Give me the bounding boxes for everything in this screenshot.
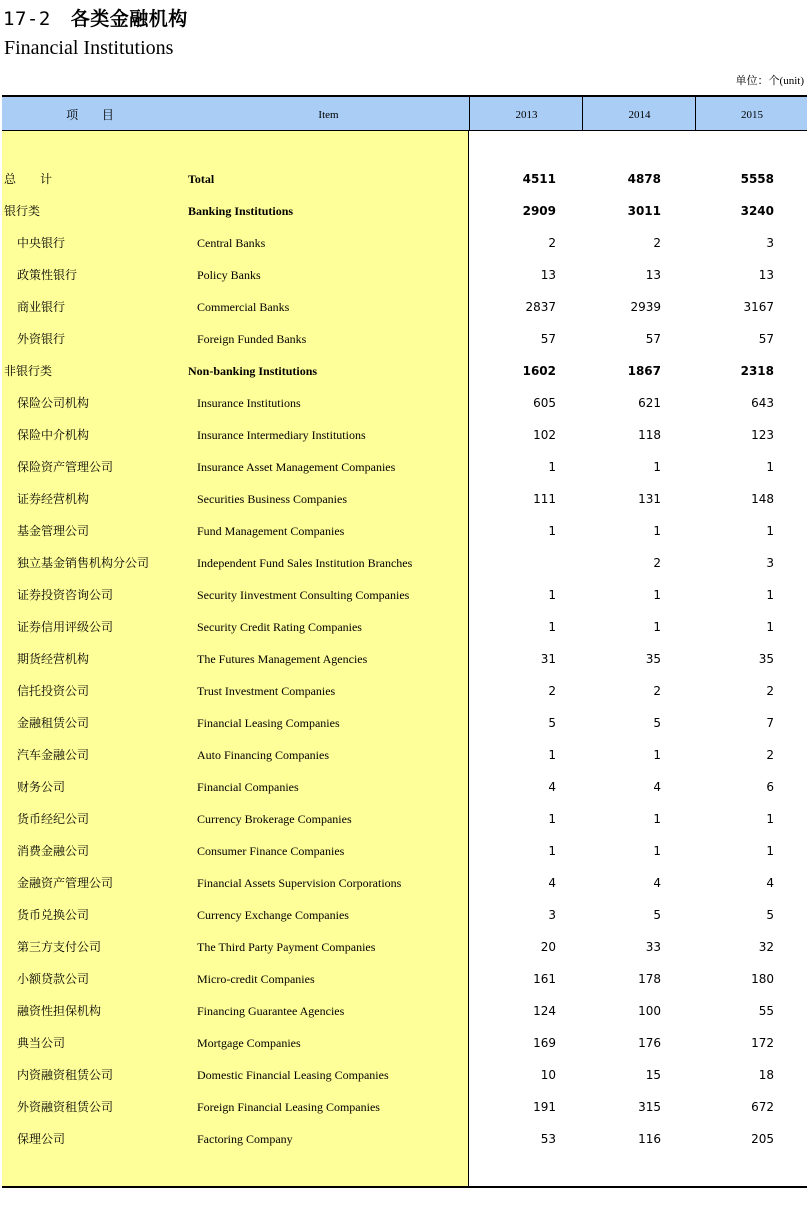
value-2015: 2318 <box>740 364 774 378</box>
value-2015: 13 <box>758 268 774 282</box>
value-2013: 1 <box>548 460 556 474</box>
value-2015: 18 <box>758 1068 774 1082</box>
row-label-en: Insurance Intermediary Institutions <box>197 428 366 442</box>
table-row <box>2 1027 807 1059</box>
table-row <box>2 1123 807 1155</box>
value-2013: 3 <box>548 908 556 922</box>
value-2015: 55 <box>758 1004 774 1018</box>
value-2014: 4 <box>653 876 661 890</box>
row-label-cn: 信托投资公司 <box>17 684 90 698</box>
value-2015: 3240 <box>740 204 774 218</box>
value-2013: 57 <box>540 332 556 346</box>
unit-cn: 单位：个 <box>735 74 780 87</box>
unit-label <box>736 72 804 88</box>
table-bottom-rule <box>2 1186 807 1188</box>
value-2015: 1 <box>766 812 774 826</box>
row-label-en: Factoring Company <box>197 1132 293 1146</box>
value-2014: 5 <box>653 908 661 922</box>
value-2014: 57 <box>645 332 661 346</box>
row-label-en: Foreign Funded Banks <box>197 332 307 346</box>
table-row <box>2 291 807 323</box>
row-label-en: Currency Brokerage Companies <box>197 812 352 826</box>
value-2013: 1 <box>548 524 556 538</box>
value-2014: 176 <box>638 1036 661 1050</box>
header-year-2013: 2013 <box>469 97 583 130</box>
row-label-en: Insurance Asset Management Companies <box>197 460 396 474</box>
value-2013: 605 <box>533 396 556 410</box>
title-cn-text: 各类金融机构 <box>70 8 188 30</box>
row-label-cn: 证券信用评级公司 <box>17 620 114 634</box>
value-2014: 3011 <box>627 204 661 218</box>
value-2015: 180 <box>751 972 774 986</box>
row-label-cn: 金融租赁公司 <box>17 716 90 730</box>
table-row <box>2 355 807 387</box>
row-label-en: Foreign Financial Leasing Companies <box>197 1100 380 1114</box>
value-2013: 20 <box>540 940 556 954</box>
value-2015: 7 <box>766 716 774 730</box>
row-label-cn: 证券投资咨询公司 <box>17 588 114 602</box>
value-2013: 53 <box>540 1132 556 1146</box>
row-label-en: Financial Assets Supervision Corporations <box>197 876 402 890</box>
value-2014: 4 <box>653 780 661 794</box>
table-row <box>2 419 807 451</box>
value-2014: 35 <box>645 652 661 666</box>
table-row <box>2 899 807 931</box>
row-label-en: Central Banks <box>197 236 266 250</box>
value-2013: 161 <box>533 972 556 986</box>
row-label-cn: 非银行类 <box>4 364 53 378</box>
row-label-cn: 货币兑换公司 <box>17 908 90 922</box>
value-2014: 131 <box>638 492 661 506</box>
value-2014: 13 <box>645 268 661 282</box>
table-row <box>2 259 807 291</box>
row-label-en: Total <box>188 172 215 186</box>
unit-en: (unit) <box>779 75 804 87</box>
value-2014: 1 <box>653 812 661 826</box>
page-title-cn <box>3 4 188 31</box>
value-2015: 32 <box>758 940 774 954</box>
row-label-cn: 中央银行 <box>17 236 66 250</box>
value-2015: 6 <box>766 780 774 794</box>
value-2014: 315 <box>638 1100 661 1114</box>
table-row <box>2 547 807 579</box>
row-label-en: Financing Guarantee Agencies <box>197 1004 345 1018</box>
table-row <box>2 483 807 515</box>
value-2013: 2 <box>548 236 556 250</box>
table-row <box>2 995 807 1027</box>
value-2013: 191 <box>533 1100 556 1114</box>
table-row <box>2 867 807 899</box>
value-2015: 3167 <box>743 300 774 314</box>
row-label-cn: 货币经纪公司 <box>17 812 90 826</box>
value-2015: 3 <box>766 236 774 250</box>
row-label-cn: 期货经营机构 <box>17 652 90 666</box>
table-row <box>2 387 807 419</box>
value-2014: 33 <box>645 940 661 954</box>
table-row <box>2 771 807 803</box>
row-label-en: Domestic Financial Leasing Companies <box>197 1068 389 1082</box>
row-label-cn: 保理公司 <box>17 1132 66 1146</box>
row-label-en: Policy Banks <box>197 268 261 282</box>
row-label-cn: 银行类 <box>4 204 41 218</box>
value-2013: 31 <box>540 652 556 666</box>
table-body <box>2 163 807 1155</box>
page-title-en: Financial Institutions <box>4 37 174 59</box>
row-label-en: Securities Business Companies <box>197 492 347 506</box>
row-label-cn: 汽车金融公司 <box>17 748 90 762</box>
row-label-en: Banking Institutions <box>188 204 294 218</box>
value-2013: 1 <box>548 588 556 602</box>
value-2015: 5 <box>766 908 774 922</box>
header-item-cn: 项 目 <box>66 108 124 122</box>
table-row <box>2 643 807 675</box>
value-2015: 2 <box>766 748 774 762</box>
value-2014: 1 <box>653 748 661 762</box>
value-2014: 621 <box>638 396 661 410</box>
row-label-cn: 内资融资租赁公司 <box>17 1068 114 1082</box>
row-label-en: Insurance Institutions <box>197 396 301 410</box>
value-2013: 1 <box>548 844 556 858</box>
value-2015: 2 <box>766 684 774 698</box>
value-2014: 100 <box>638 1004 661 1018</box>
value-2013: 5 <box>548 716 556 730</box>
row-label-cn: 金融资产管理公司 <box>17 876 114 890</box>
value-2014: 2 <box>653 684 661 698</box>
table-header <box>2 95 807 131</box>
value-2014: 2939 <box>630 300 661 314</box>
row-label-cn: 外资融资租赁公司 <box>17 1100 114 1114</box>
value-2015: 172 <box>751 1036 774 1050</box>
value-2015: 205 <box>751 1132 774 1146</box>
value-2014: 1 <box>653 524 661 538</box>
value-2013: 2 <box>548 684 556 698</box>
value-2015: 148 <box>751 492 774 506</box>
table-row <box>2 963 807 995</box>
header-year-2015: 2015 <box>695 97 808 130</box>
value-2013: 102 <box>533 428 556 442</box>
header-year-2014: 2014 <box>582 97 696 130</box>
row-label-cn: 外资银行 <box>17 332 66 346</box>
table-number: 17-2 <box>3 8 51 30</box>
value-2015: 1 <box>766 620 774 634</box>
row-label-cn: 独立基金销售机构分公司 <box>17 556 150 570</box>
row-label-cn: 财务公司 <box>17 780 66 794</box>
value-2014: 2 <box>653 236 661 250</box>
row-label-cn: 第三方支付公司 <box>17 940 102 954</box>
value-2015: 3 <box>766 556 774 570</box>
row-label-cn: 总 计 <box>4 172 53 186</box>
row-label-cn: 小额贷款公司 <box>17 972 90 986</box>
header-item-en: Item <box>318 109 339 121</box>
value-2015: 672 <box>751 1100 774 1114</box>
row-label-en: Currency Exchange Companies <box>197 908 349 922</box>
table-row <box>2 227 807 259</box>
row-label-cn: 保险资产管理公司 <box>17 460 114 474</box>
value-2014: 118 <box>638 428 661 442</box>
value-2014: 178 <box>638 972 661 986</box>
value-2013: 1 <box>548 620 556 634</box>
value-2014: 1 <box>653 844 661 858</box>
row-label-cn: 证券经营机构 <box>17 492 90 506</box>
row-label-en: Financial Leasing Companies <box>197 716 340 730</box>
value-2015: 57 <box>758 332 774 346</box>
table-row <box>2 675 807 707</box>
value-2013: 2909 <box>522 204 556 218</box>
row-label-en: Financial Companies <box>197 780 299 794</box>
value-2015: 1 <box>766 844 774 858</box>
institutions-table <box>2 95 807 1188</box>
value-2013: 4 <box>548 780 556 794</box>
value-2014: 1867 <box>627 364 661 378</box>
row-label-en: The Futures Management Agencies <box>197 652 368 666</box>
value-2015: 1 <box>766 524 774 538</box>
table-row <box>2 611 807 643</box>
table-row <box>2 163 807 195</box>
table-row <box>2 835 807 867</box>
value-2013: 1602 <box>522 364 556 378</box>
value-2015: 5558 <box>740 172 774 186</box>
row-label-cn: 政策性银行 <box>17 268 78 282</box>
value-2014: 1 <box>653 620 661 634</box>
row-label-en: Commercial Banks <box>197 300 290 314</box>
value-2015: 4 <box>766 876 774 890</box>
value-2013: 4511 <box>522 172 556 186</box>
row-label-en: Auto Financing Companies <box>197 748 329 762</box>
row-label-cn: 基金管理公司 <box>17 524 90 538</box>
row-label-cn: 消费金融公司 <box>17 844 90 858</box>
value-2015: 123 <box>751 428 774 442</box>
value-2015: 1 <box>766 460 774 474</box>
value-2015: 1 <box>766 588 774 602</box>
value-2014: 5 <box>653 716 661 730</box>
value-2013: 169 <box>533 1036 556 1050</box>
value-2013: 2837 <box>525 300 556 314</box>
row-label-en: Trust Investment Companies <box>197 684 336 698</box>
table-row <box>2 707 807 739</box>
value-2014: 1 <box>653 460 661 474</box>
row-label-en: Fund Management Companies <box>197 524 345 538</box>
row-label-cn: 融资性担保机构 <box>17 1004 102 1018</box>
value-2013: 111 <box>533 492 556 506</box>
row-label-en: Consumer Finance Companies <box>197 844 345 858</box>
table-row <box>2 1091 807 1123</box>
row-label-cn: 保险中介机构 <box>17 428 90 442</box>
value-2013: 13 <box>540 268 556 282</box>
row-label-en: Security Credit Rating Companies <box>197 620 362 634</box>
table-row <box>2 323 807 355</box>
value-2013: 1 <box>548 812 556 826</box>
value-2014: 116 <box>638 1132 661 1146</box>
table-row <box>2 803 807 835</box>
row-label-en: Independent Fund Sales Institution Branches <box>197 556 413 570</box>
value-2013: 1 <box>548 748 556 762</box>
row-label-en: Mortgage Companies <box>197 1036 301 1050</box>
table-row <box>2 515 807 547</box>
row-label-cn: 商业银行 <box>17 300 66 314</box>
row-label-en: The Third Party Payment Companies <box>197 940 376 954</box>
value-2015: 643 <box>751 396 774 410</box>
value-2013: 10 <box>540 1068 556 1082</box>
value-2014: 2 <box>653 556 661 570</box>
row-label-en: Non-banking Institutions <box>188 364 318 378</box>
row-label-cn: 保险公司机构 <box>17 396 90 410</box>
value-2013: 124 <box>533 1004 556 1018</box>
row-label-en: Micro-credit Companies <box>197 972 315 986</box>
table-row <box>2 195 807 227</box>
value-2014: 1 <box>653 588 661 602</box>
table-row <box>2 579 807 611</box>
value-2014: 4878 <box>627 172 661 186</box>
table-row <box>2 1059 807 1091</box>
row-label-cn: 典当公司 <box>17 1036 66 1050</box>
row-label-en: Security Iinvestment Consulting Companies <box>197 588 410 602</box>
value-2014: 15 <box>645 1068 661 1082</box>
value-2013: 4 <box>548 876 556 890</box>
table-row <box>2 451 807 483</box>
table-row <box>2 739 807 771</box>
value-2015: 35 <box>758 652 774 666</box>
table-row <box>2 931 807 963</box>
